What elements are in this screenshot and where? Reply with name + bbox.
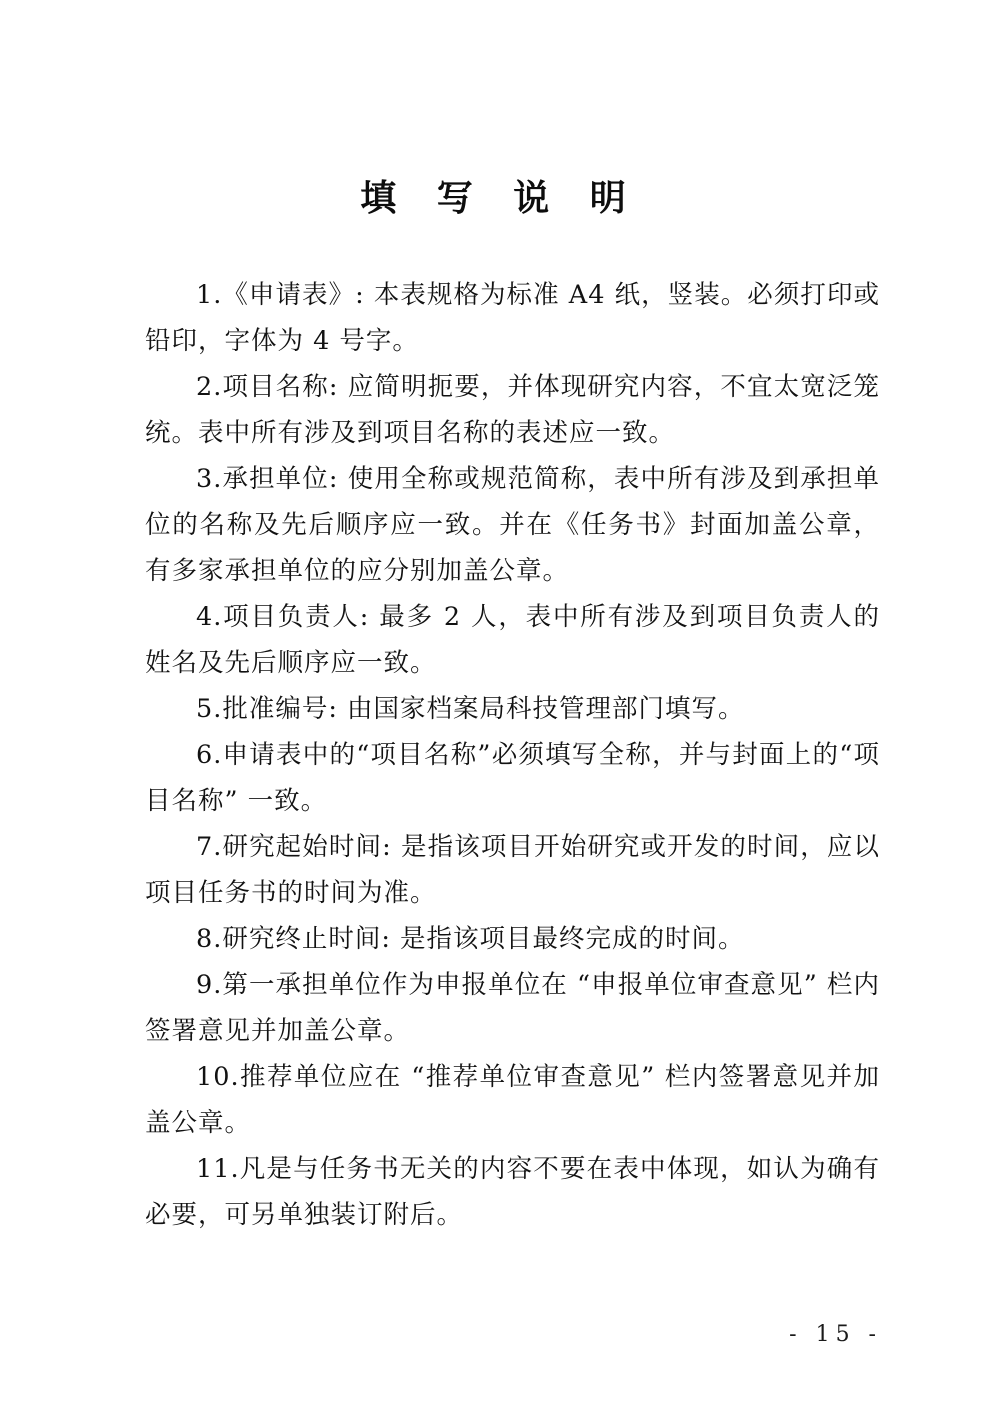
instruction-item-2: 2.项目名称: 应简明扼要，并体现研究内容，不宜太宽泛笼统。表中所有涉及到项目名称的表述应一致。: [145, 372, 880, 448]
instruction-item-1: 1.《申请表》: 本表规格为标准 A4 纸，竖装。必须打印或铅印，字体为 4 号字。: [145, 280, 880, 356]
instruction-item-8: 8.研究终止时间: 是指该项目最终完成的时间。: [196, 924, 745, 954]
instruction-item-5: 5.批准编号: 由国家档案局科技管理部门填写。: [196, 694, 745, 724]
page-title: 填 写 说 明: [360, 178, 640, 219]
instruction-item-10: 10.推荐单位应在 “推荐单位审查意见” 栏内签署意见并加盖公章。: [145, 1062, 880, 1138]
instruction-item-3: 3.承担单位: 使用全称或规范简称，表中所有涉及到承担单位的名称及先后顺序应一致。并在《任务书》封面加盖公章，有多家承担单位的应分别加盖公章。: [145, 464, 880, 586]
instruction-item-6: 6.申请表中的“项目名称”必须填写全称，并与封面上的“项目名称” 一致。: [145, 740, 880, 816]
instruction-item-7: 7.研究起始时间: 是指该项目开始研究或开发的时间，应以项目任务书的时间为准。: [145, 832, 880, 908]
instructions-body: [145, 272, 880, 1238]
instruction-item-11: 11.凡是与任务书无关的内容不要在表中体现，如认为确有必要，可另单独装订附后。: [145, 1154, 880, 1230]
page-number: - 15 -: [789, 1322, 882, 1347]
instruction-item-9: 9.第一承担单位作为申报单位在 “申报单位审查意见” 栏内签署意见并加盖公章。: [145, 970, 880, 1046]
instruction-item-4: 4.项目负责人: 最多 2 人，表中所有涉及到项目负责人的姓名及先后顺序应一致。: [145, 602, 880, 678]
